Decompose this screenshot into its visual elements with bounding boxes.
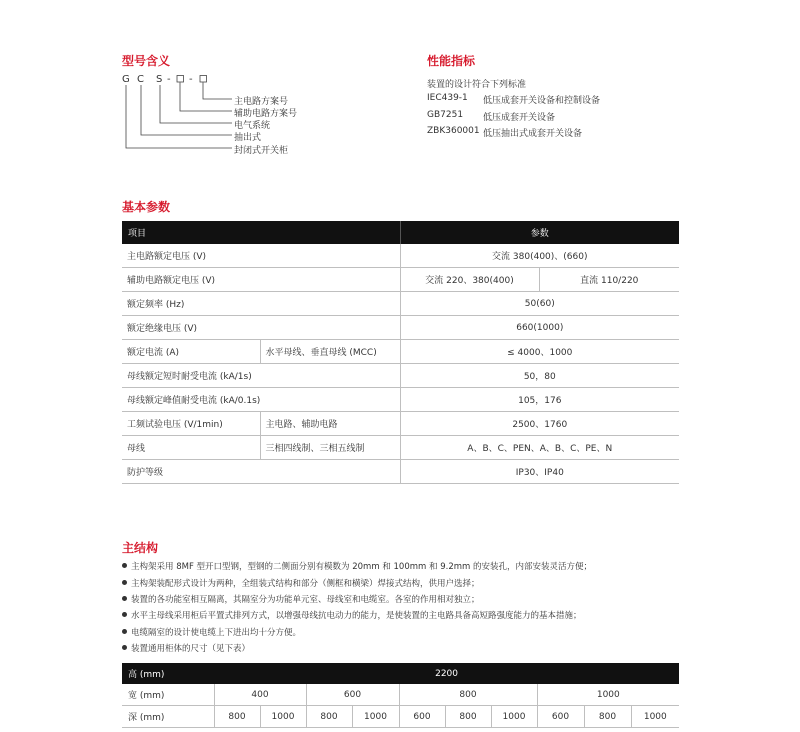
- bullet-dot: [122, 629, 127, 634]
- depth-label: 深 (mm): [122, 706, 214, 728]
- param-item: 额定频率 (Hz): [122, 292, 400, 316]
- list-item: 电缆隔室的设计使电缆上下进出均十分方便。: [122, 626, 301, 638]
- depth-value: 1000: [260, 706, 306, 728]
- param-value: 交流 380(400)、(660): [400, 244, 679, 268]
- code-dash-2: -: [189, 74, 193, 85]
- legend-drawout: 抽出式: [234, 133, 262, 143]
- param-item: 额定电流 (A): [122, 340, 260, 364]
- param-item: 工频试验电压 (V/1min): [122, 412, 260, 436]
- param-value: ≤ 4000、1000: [400, 340, 679, 364]
- param-value: 105，176: [400, 388, 679, 412]
- standard-desc: 低压抽出式成套开关设备: [483, 129, 583, 139]
- param-item: 额定绝缘电压 (V): [122, 316, 400, 340]
- code-letter-s: S: [156, 74, 163, 85]
- depth-value: 800: [306, 706, 352, 728]
- table-row: [122, 268, 679, 292]
- param-value: IP30、IP40: [400, 460, 679, 484]
- depth-value: 1000: [631, 706, 679, 728]
- bullet-dot: [122, 645, 127, 650]
- model-section-title: 型号含义: [122, 54, 171, 68]
- standard-code: IEC439-1: [427, 93, 468, 103]
- depth-value: 800: [584, 706, 631, 728]
- depth-value: 800: [214, 706, 260, 728]
- table-row: [122, 316, 679, 340]
- model-code-diagram: [120, 72, 320, 162]
- table-row: [122, 292, 679, 316]
- width-value: 1000: [537, 684, 679, 706]
- depth-value: 1000: [491, 706, 537, 728]
- standard-desc: 低压成套开关设备和控制设备: [483, 96, 601, 106]
- table-row: [122, 340, 679, 364]
- param-item: 母线额定峰值耐受电流 (kA/0.1s): [122, 388, 400, 412]
- legend-main-circuit: 主电路方案号: [234, 97, 289, 107]
- params-table: [122, 221, 679, 484]
- params-header-param: 参数: [400, 221, 679, 244]
- params-header-row: [122, 221, 679, 244]
- width-value: 400: [214, 684, 306, 706]
- dimension-width-row: [122, 684, 679, 706]
- standard-code: ZBK360001: [427, 126, 480, 136]
- dimension-depth-row: [122, 706, 679, 728]
- width-value: 600: [306, 684, 399, 706]
- list-item: 装置的各功能室相互隔离，其隔室分为功能单元室、母线室和电缆室。各室的作用相对独立；: [122, 593, 480, 605]
- param-item: 防护等级: [122, 460, 400, 484]
- list-item: 装置通用柜体的尺寸（见下表）: [122, 642, 250, 654]
- table-row: [122, 244, 679, 268]
- standard-code: GB7251: [427, 110, 464, 120]
- param-value-dc: 直流 110/220: [539, 268, 679, 292]
- table-row: [122, 364, 679, 388]
- depth-value: 600: [399, 706, 445, 728]
- depth-value: 800: [445, 706, 491, 728]
- param-sub: 水平母线、垂直母线 (MCC): [260, 340, 400, 364]
- height-label: 高 (mm): [122, 663, 214, 684]
- params-section-title: 基本参数: [122, 200, 171, 214]
- list-item: 主构架采用 8MF 型开口型钢，型钢的二侧面分别有模数为 20mm 和 100mm 和 9.2mm 的安装孔，内部安装灵活方便；: [122, 560, 592, 572]
- param-sub: 三相四线制、三相五线制: [260, 436, 400, 460]
- param-item: 母线额定短时耐受电流 (kA/1s): [122, 364, 400, 388]
- depth-value: 1000: [352, 706, 399, 728]
- list-item: 水平主母线采用柜后平置式排列方式，以增强母线抗电动力的能力，是使装置的主电路具备高短路强度能力的基本措施；: [122, 609, 582, 621]
- param-sub: 主电路、辅助电路: [260, 412, 400, 436]
- param-item: 主电路额定电压 (V): [122, 244, 400, 268]
- param-value: 2500、1760: [400, 412, 679, 436]
- depth-value: 600: [537, 706, 584, 728]
- code-letter-g: G: [122, 74, 130, 85]
- table-row: [122, 388, 679, 412]
- list-item: 主构架装配形式设计为两种，全组装式结构和部分（侧框和横梁）焊接式结构，供用户选择；: [122, 577, 480, 589]
- standards-intro: 装置的设计符合下列标准: [427, 80, 527, 90]
- code-letter-c: C: [137, 74, 144, 85]
- width-value: 800: [399, 684, 537, 706]
- performance-section-title: 性能指标: [427, 54, 476, 68]
- bullet-dot: [122, 580, 127, 585]
- param-value-ac: 交流 220、380(400): [400, 268, 539, 292]
- dimensions-table: [122, 663, 679, 728]
- height-value: 2200: [214, 663, 679, 684]
- code-dash-1: -: [167, 74, 171, 85]
- bullet-dot: [122, 612, 127, 617]
- param-value: A、B、C、PEN、A、B、C、PE、N: [400, 436, 679, 460]
- param-item: 母线: [122, 436, 260, 460]
- table-row: [122, 436, 679, 460]
- width-label: 宽 (mm): [122, 684, 214, 706]
- param-value: 50，80: [400, 364, 679, 388]
- param-value: 660(1000): [400, 316, 679, 340]
- legend-electrical-system: 电气系统: [234, 121, 271, 131]
- params-header-item: 项目: [122, 221, 400, 244]
- standard-desc: 低压成套开关设备: [483, 113, 556, 123]
- param-value: 50(60): [400, 292, 679, 316]
- table-row: [122, 460, 679, 484]
- bullet-dot: [122, 596, 127, 601]
- structure-section-title: 主结构: [122, 541, 159, 555]
- dimension-height-row: [122, 663, 679, 684]
- bullet-dot: [122, 563, 127, 568]
- legend-aux-circuit: 辅助电路方案号: [234, 109, 298, 119]
- legend-enclosed-cabinet: 封闭式开关柜: [234, 146, 289, 156]
- param-item: 辅助电路额定电压 (V): [122, 268, 400, 292]
- table-row: [122, 412, 679, 436]
